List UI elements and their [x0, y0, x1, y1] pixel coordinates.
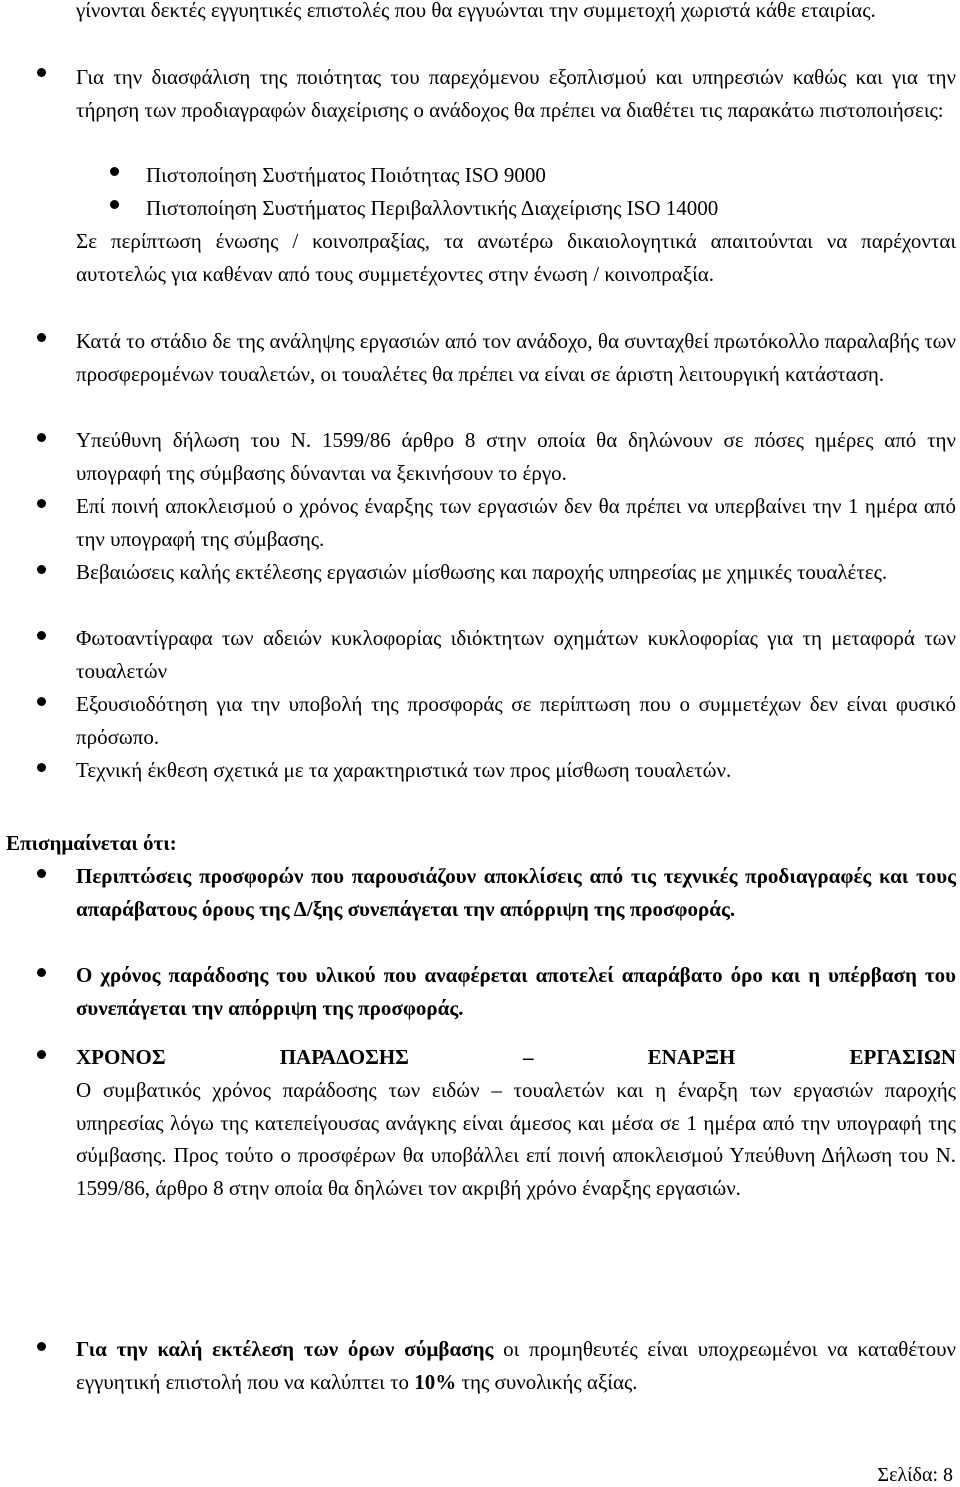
bullet-icon [37, 968, 46, 977]
bullet-icon [37, 565, 46, 574]
paragraph-start-deadline: Επί ποινή αποκλεισμού ο χρόνος έναρξης των εργασιών δεν θα πρέπει να υπερβαίνει την 1 ημέρα από την υπογραφή της σύμβασης. [76, 494, 956, 551]
bullet-icon [37, 869, 46, 878]
paragraph-solemn-declaration: Υπεύθυνη δήλωση του Ν. 1599/86 άρθρο 8 στην οποία θα δηλώνουν σε πόσες ημέρες από την υπογραφή της σύμβασης δύνανται να ξεκινήσουν το έργο. [76, 428, 956, 485]
bullet-icon [37, 433, 46, 442]
paragraph-performance-guarantee [76, 1333, 956, 1398]
bullet-icon [37, 333, 46, 342]
cert-iso9000: Πιστοποίηση Συστήματος Ποιότητας ISO 9000 [146, 163, 546, 187]
guarantee-lead: Για την καλή εκτέλεση των όρων σύμβασης [76, 1337, 494, 1361]
bullet-icon [37, 763, 46, 772]
notice-deviations-rejection: Περιπτώσεις προσφορών που παρουσιάζουν αποκλίσεις από τις τεχνικές προδιαγραφές και τους απαράβατους όρους της Δ/ξης συνεπάγεται την απόρριψη της προσφοράς. [76, 864, 956, 921]
delivery-heading: ΧΡΟΝΟΣ ΠΑΡΑΔΟΣΗΣ – ΕΝΑΡΞΗ ΕΡΓΑΣΙΩΝ [76, 1045, 956, 1069]
paragraph-consortium-note: Σε περίπτωση ένωσης / κοινοπραξίας, τα ανωτέρω δικαιολογητικά απαιτούνται να παρέχονται αυτοτελώς για καθέναν από τους συμμετέχοντες στην ένωση / κοινοπραξία. [76, 229, 956, 286]
cert-iso14000: Πιστοποίηση Συστήματος Περιβαλλοντικής Διαχείρισης ISO 14000 [146, 196, 719, 220]
bullet-icon [37, 499, 46, 508]
sub-bullet-icon [110, 200, 119, 209]
guarantee-text-end: της συνολικής αξίας. [456, 1369, 638, 1394]
page-number: Σελίδα: 8 [877, 1464, 953, 1486]
paragraph-good-execution: Βεβαιώσεις καλής εκτέλεσης εργασιών μίσθωσης και παροχής υπηρεσίας με χημικές τουαλέτες. [76, 560, 888, 584]
bullet-icon [37, 1342, 46, 1351]
paragraph-continuation: γίνονται δεκτές εγγυητικές επιστολές που θα εγγυώνται την συμμετοχή χωριστά κάθε εταιρίας. [76, 0, 876, 22]
bullet-icon [37, 68, 46, 77]
paragraph-delivery-protocol: Κατά το στάδιο δε της ανάληψης εργασιών από τον ανάδοχο, θα συνταχθεί πρωτόκολλο παραλαβής των προσφερομένων τουαλετών, οι τουαλέτες θα πρέπει να είναι σε άριστη λειτουργική κατάσταση. [76, 329, 956, 386]
paragraph-tech-report: Τεχνική έκθεση σχετικά με τα χαρακτηριστικά των προς μίσθωση τουαλετών. [76, 758, 732, 782]
delivery-body: Ο συμβατικός χρόνος παράδοσης των ειδών – τουαλετών και η έναρξη των εργασιών παροχής υπηρεσίας λόγω της κατεπείγουσας ανάγκης είναι άμεσος και μέσα σε 1 ημέρα από την υπογραφή της σύμβασης. Προς τούτο ο προσφέρων θα υποβάλλει επί ποινή αποκλεισμού Υπεύθυνη Δήλωση του Ν. 1599/86, άρθρο 8 στην οποία θα δηλώνει τον ακριβή χρόνο έναρξης εργασιών. [76, 1078, 956, 1200]
paragraph-quality-certifications: Για την διασφάλιση της ποιότητας του παρεχόμενου εξοπλισμού και υπηρεσιών καθώς και για την τήρηση των προδιαγραφών διαχείρισης ο ανάδοχος θα πρέπει να διαθέτει τις παρακάτω πιστοποιήσεις: [76, 65, 956, 122]
bullet-icon [37, 697, 46, 706]
sub-bullet-icon [110, 167, 119, 176]
guarantee-text: οι προμηθευτές είναι υποχρεωμένοι να καταθέτουν εγγυητική επιστολή που να καλύπτει το [76, 1337, 956, 1394]
notice-heading: Επισημαίνεται ότι: [6, 831, 177, 855]
paragraph-vehicle-licenses: Φωτοαντίγραφα των αδειών κυκλοφορίας ιδιόκτητων οχημάτων κυκλοφορίας για τη μεταφορά των τουαλετών [76, 626, 956, 683]
guarantee-percent: 10% [414, 1369, 457, 1394]
bullet-icon [37, 1050, 46, 1059]
paragraph-authorization: Εξουσιοδότηση για την υποβολή της προσφοράς σε περίπτωση που ο συμμετέχων δεν είναι φυσικό πρόσωπο. [76, 692, 956, 749]
notice-delivery-time: Ο χρόνος παράδοσης του υλικού που αναφέρεται αποτελεί απαράβατο όρο και η υπέρβαση του συνεπάγεται την απόρριψη της προσφοράς. [76, 963, 956, 1020]
bullet-icon [37, 631, 46, 640]
